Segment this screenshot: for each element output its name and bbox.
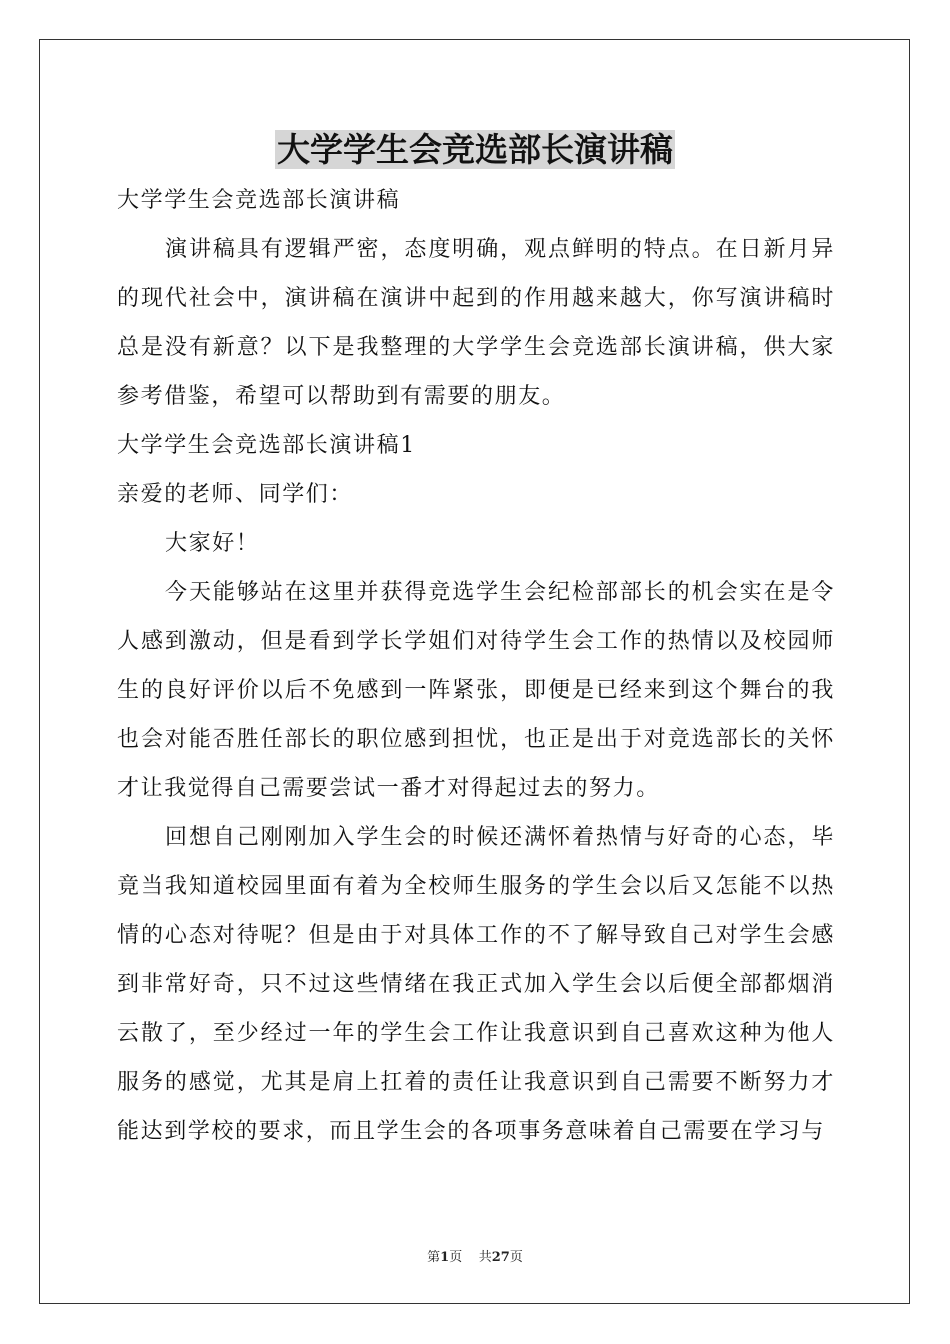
section-heading: 大学学生会竞选部长演讲稿1	[117, 433, 416, 458]
intro-paragraph: 演讲稿具有逻辑严密，态度明确，观点鲜明的特点。在日新月异的现代社会中，演讲稿在演讲中起到的作用越来越大，你写演讲稿时总是没有新意？以下是我整理的大学学生会竞选部长演讲稿，供大家参考借鉴，希望可以帮助到有需要的朋友。	[117, 237, 835, 409]
subtitle-line: 大学学生会竞选部长演讲稿	[117, 188, 401, 213]
document-title	[0, 128, 950, 172]
page-mid: 页	[449, 1250, 463, 1265]
document-body	[117, 176, 835, 1156]
hello-line: 大家好！	[165, 531, 260, 556]
total-pages: 27	[491, 1250, 510, 1265]
total-suffix: 页	[509, 1250, 523, 1265]
page-number: 1	[440, 1250, 450, 1265]
page-footer	[0, 1246, 950, 1265]
body-paragraph-2: 回想自己刚刚加入学生会的时候还满怀着热情与好奇的心态，毕竟当我知道校园里面有着为全校师生服务的学生会以后又怎能不以热情的心态对待呢？但是由于对具体工作的不了解导致自己对学生会感到非常好奇，只不过这些情绪在我正式加入学生会以后便全部都烟消云散了，至少经过一年的学生会工作让我意识到自己喜欢这种为他人服务的感觉，尤其是肩上扛着的责任让我意识到自己需要不断努力才能达到学校的要求，而且学生会的各项事务意味着自己需要在学习与	[117, 825, 835, 1144]
greeting-line: 亲爱的老师、同学们：	[117, 482, 354, 507]
document-title-text: 大学学生会竞选部长演讲稿	[277, 130, 673, 169]
total-prefix: 共	[478, 1250, 492, 1265]
page-prefix: 第	[427, 1250, 441, 1265]
body-paragraph-1: 今天能够站在这里并获得竞选学生会纪检部部长的机会实在是令人感到激动，但是看到学长学姐们对待学生会工作的热情以及校园师生的良好评价以后不免感到一阵紧张，即便是已经来到这个舞台的我也会对能否胜任部长的职位感到担忧，也正是出于对竞选部长的关怀才让我觉得自己需要尝试一番才对得起过去的努力。	[117, 580, 835, 801]
